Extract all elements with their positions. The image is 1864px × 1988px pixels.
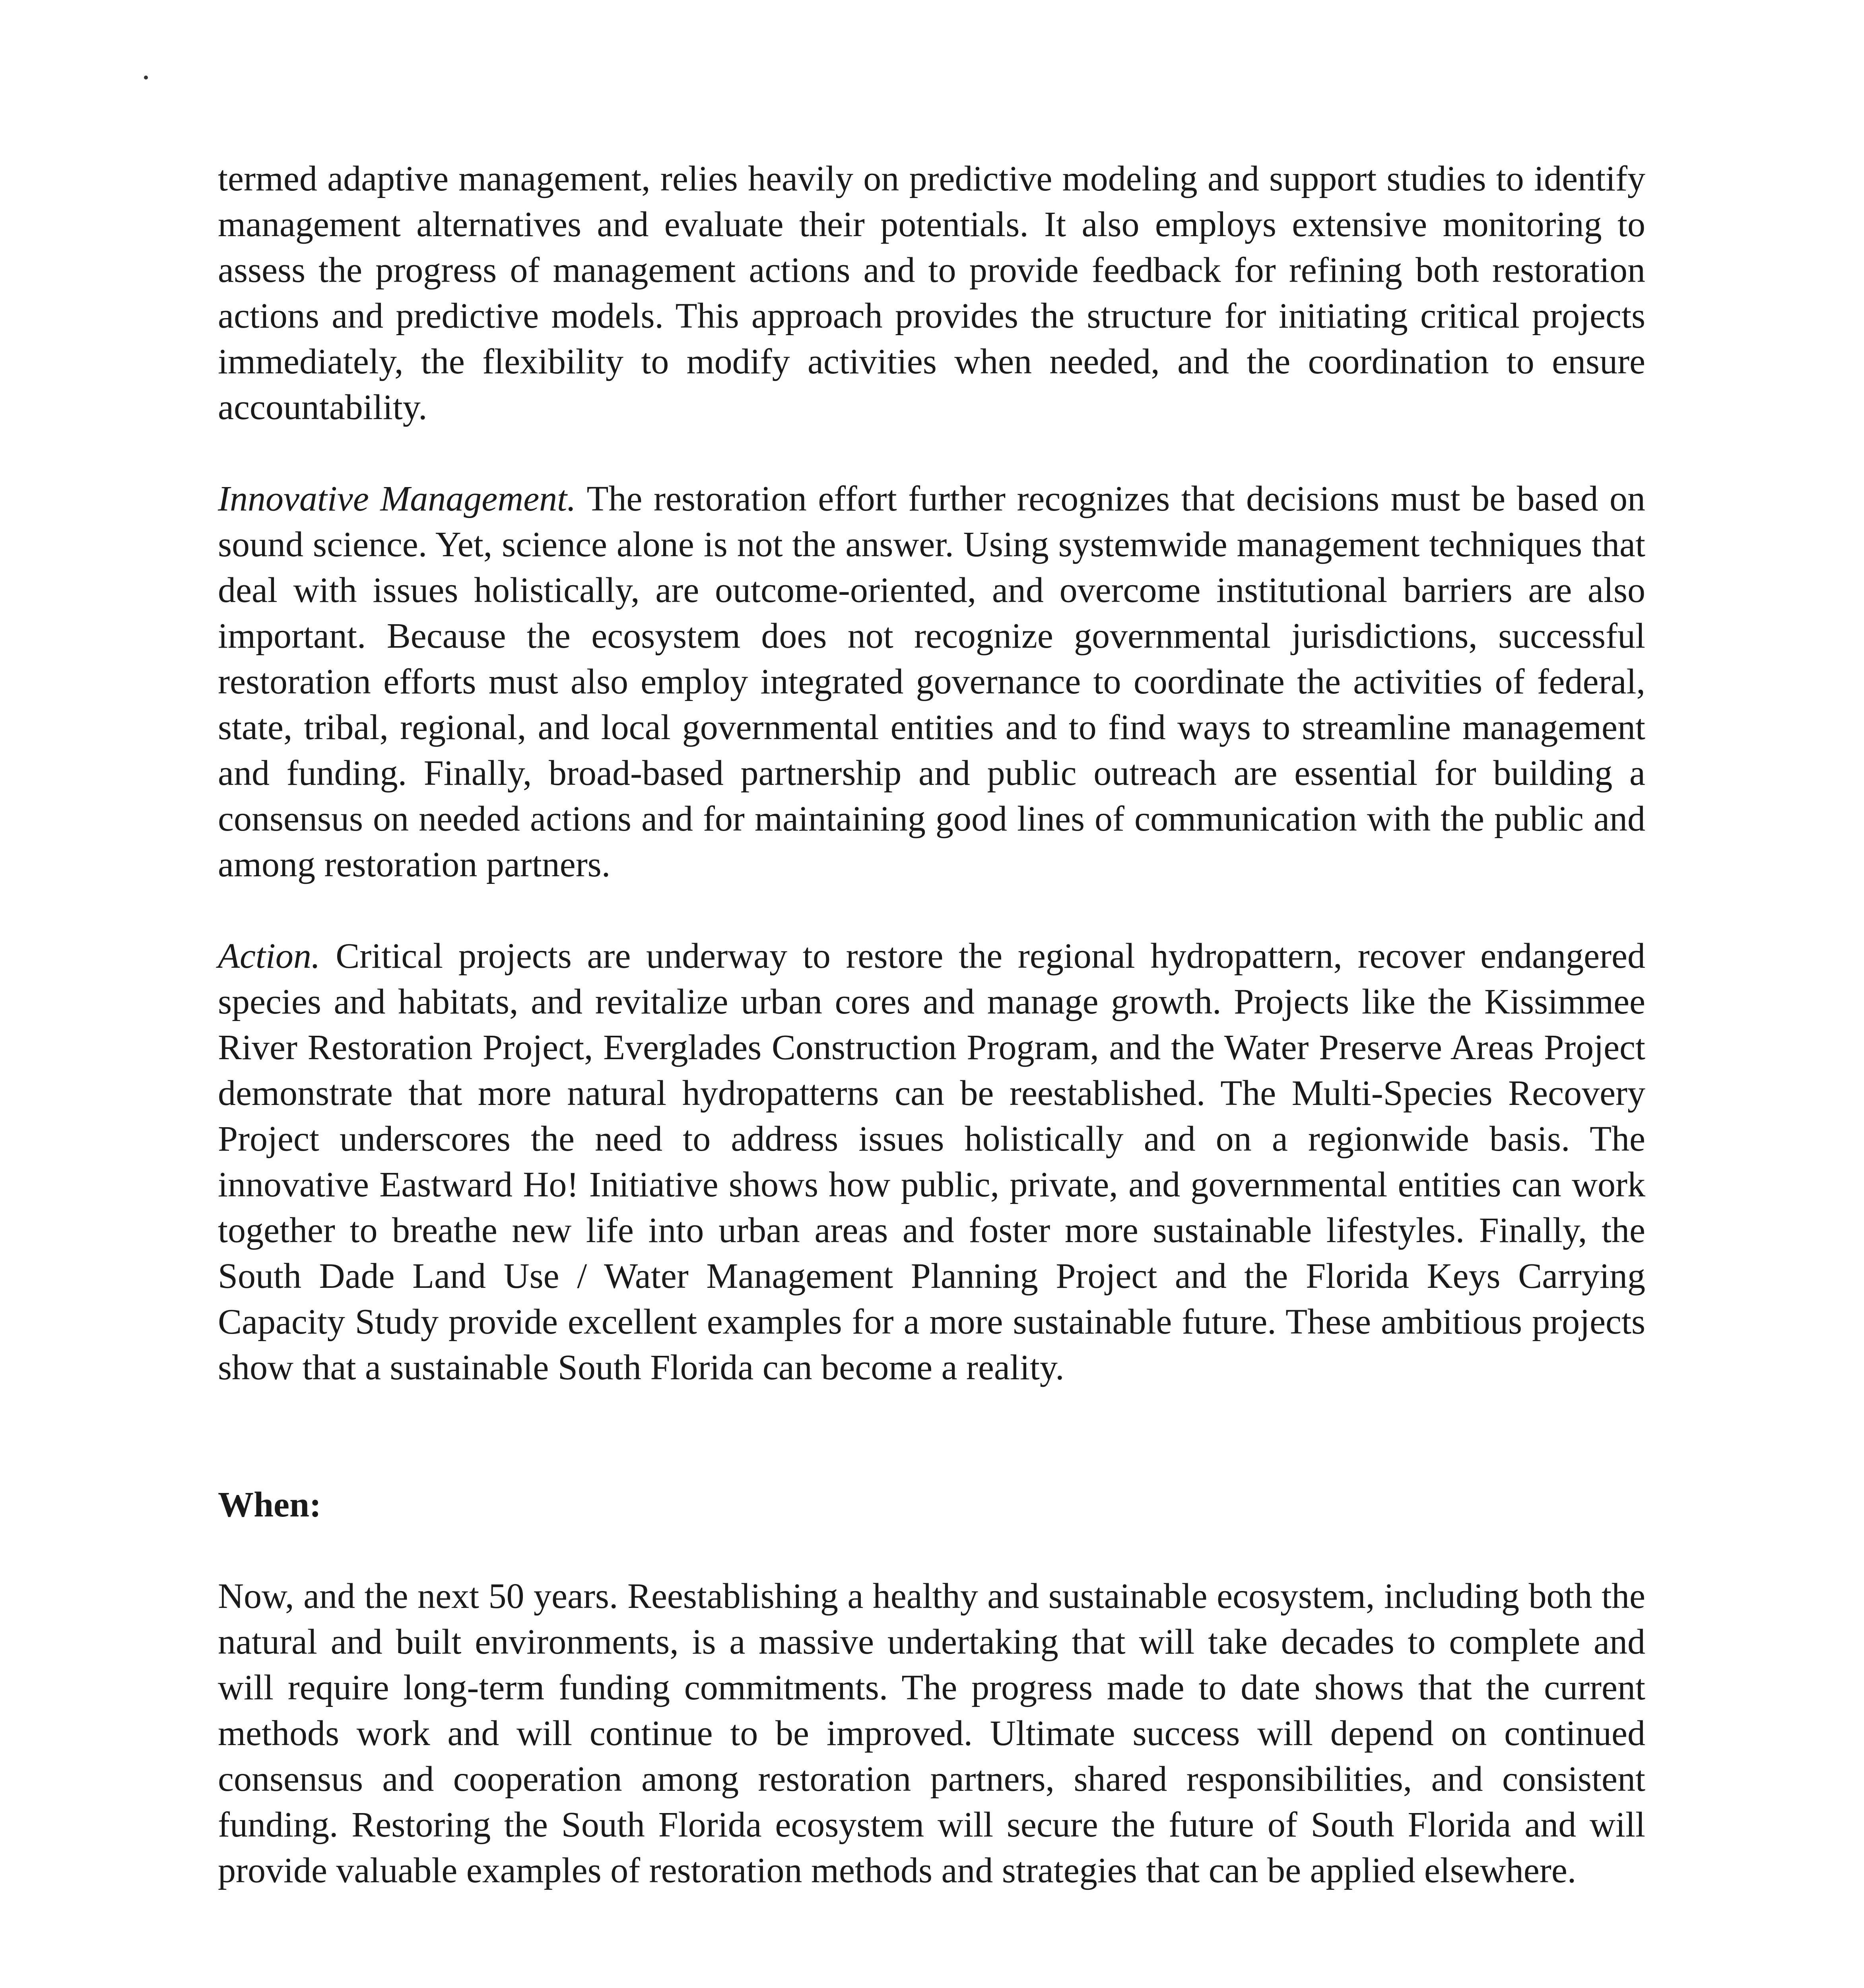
paragraph-text: Critical projects are underway to restore the regional hydropattern, recover endangered species and habitats, and revitalize urban cores and manage growth. Projects like the Kissimmee River Restoration Project, Everglades Construction Program, and the Water Preserve Areas Project demonstrate that more natural hydropatterns can be reestablished. The Multi-Species Recovery Project underscores the need to address issues holistically and on a regionwide basis. The innovative Eastward Ho! Initiative shows how public, private, and governmental entities can work together to breathe new life into urban areas and foster more sustainable lifestyles. Finally, the South Dade Land Use / Water Management Planning Project and the Florida Keys Carrying Capacity Study provide excellent examples for a more sustainable future. These ambitious projects show that a sustainable South Florida can become a reality. [218,936,1645,1387]
page-body [218,156,1645,1893]
paragraph-lead-action: Action. [218,936,320,976]
paragraph-text: The restoration effort further recognizes that decisions must be based on sound science. Yet, science alone is not the answer. Using systemwide management techniques that deal with issues holistically, are outcome-oriented, and overcome institutional barriers are also important. Because the ecosystem does not recognize governmental jurisdictions, successful restoration efforts must also employ integrated governance to coordinate the activities of federal, state, tribal, regional, and local governmental entities and to find ways to streamline management and funding. Finally, broad-based partnership and public outreach are essential for building a consensus on needed actions and for maintaining good lines of communication with the public and among restoration partners. [218,479,1646,884]
paragraph-action [218,933,1645,1390]
paragraph-when: Now, and the next 50 years. Reestablishing a healthy and sustainable ecosystem, including both the natural and built environments, is a massive undertaking that will take decades to complete and will require long-term funding commitments. The progress made to date shows that the current methods work and will continue to be improved. Ultimate success will depend on continued consensus and cooperation among restoration partners, shared responsibilities, and consistent funding. Restoring the South Florida ecosystem will secure the future of South Florida and will provide valuable examples of restoration methods and strategies that can be applied elsewhere. [218,1576,1645,1890]
paragraph-text: termed adaptive management, relies heavily on predictive modeling and support studies to identify management alternatives and evaluate their potentials. It also employs extensive monitoring to assess the progress of management actions and to provide feedback for refining both restoration actions and predictive models. This approach provides the structure for initiating critical projects immediately, the flexibility to modify activities when needed, and the coordination to ensure accountability. [218,159,1645,427]
paragraph-innovative-management [218,476,1645,887]
paragraph-lead-innovative-management: Innovative Management. [218,479,576,518]
section-heading-when: When: [218,1485,322,1524]
scan-speck [144,76,148,80]
paragraph-adaptive-management [218,156,1645,430]
